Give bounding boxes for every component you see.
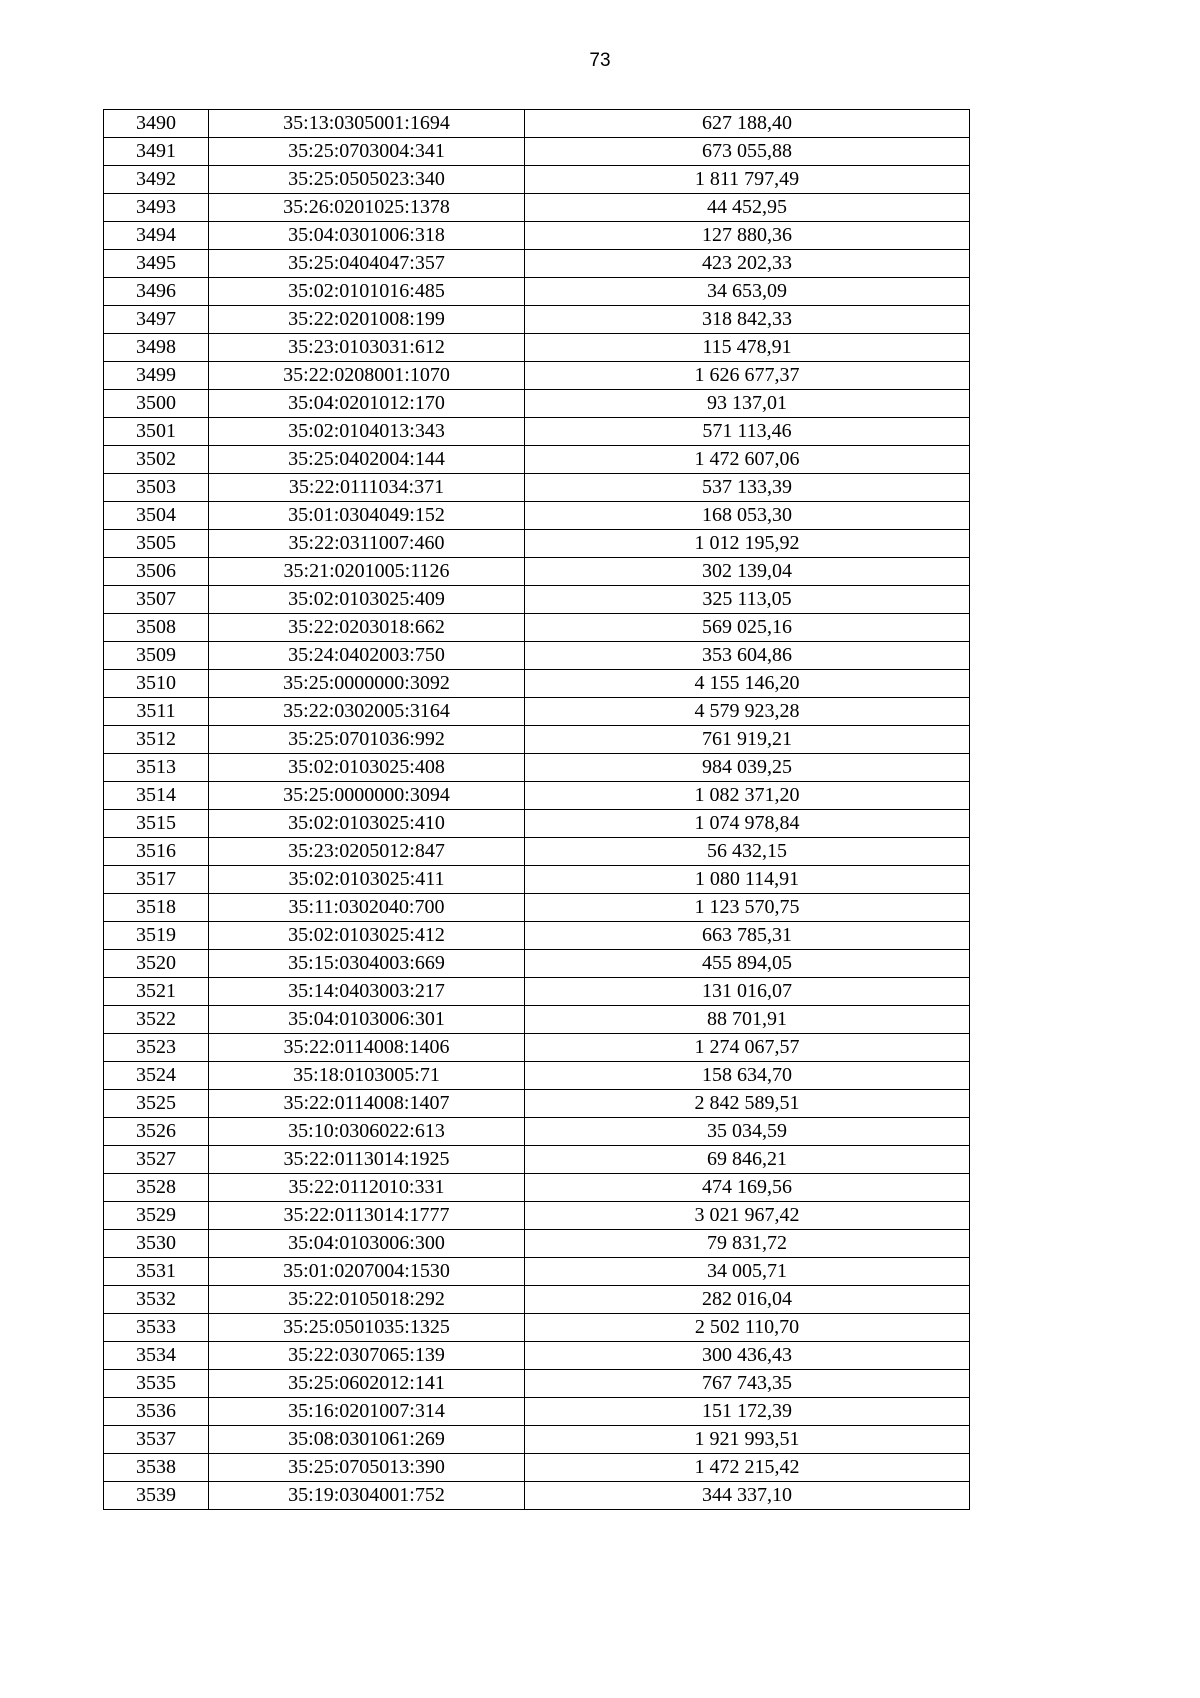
cadastral-number-cell: 35:22:0302005:3164	[209, 698, 525, 726]
value-cell: 1 082 371,20	[525, 782, 970, 810]
table-row	[104, 810, 970, 838]
row-number-cell: 3539	[104, 1482, 209, 1510]
row-number-cell: 3524	[104, 1062, 209, 1090]
table-row	[104, 558, 970, 586]
table-row	[104, 1062, 970, 1090]
value-cell: 537 133,39	[525, 474, 970, 502]
value-cell: 168 053,30	[525, 502, 970, 530]
row-number-cell: 3497	[104, 306, 209, 334]
cadastral-number-cell: 35:16:0201007:314	[209, 1398, 525, 1426]
cadastral-number-cell: 35:01:0207004:1530	[209, 1258, 525, 1286]
table-row	[104, 194, 970, 222]
cadastral-number-cell: 35:19:0304001:752	[209, 1482, 525, 1510]
cadastral-number-cell: 35:25:0000000:3092	[209, 670, 525, 698]
value-cell: 2 842 589,51	[525, 1090, 970, 1118]
table-row	[104, 754, 970, 782]
value-cell: 34 005,71	[525, 1258, 970, 1286]
row-number-cell: 3516	[104, 838, 209, 866]
cadastral-number-cell: 35:02:0101016:485	[209, 278, 525, 306]
row-number-cell: 3501	[104, 418, 209, 446]
value-cell: 1 811 797,49	[525, 166, 970, 194]
page-number: 73	[589, 50, 611, 71]
table-row	[104, 390, 970, 418]
value-cell: 474 169,56	[525, 1174, 970, 1202]
row-number-cell: 3500	[104, 390, 209, 418]
table-row	[104, 278, 970, 306]
value-cell: 3 021 967,42	[525, 1202, 970, 1230]
cadastral-number-cell: 35:22:0114008:1407	[209, 1090, 525, 1118]
table-row	[104, 110, 970, 138]
row-number-cell: 3519	[104, 922, 209, 950]
row-number-cell: 3490	[104, 110, 209, 138]
value-cell: 115 478,91	[525, 334, 970, 362]
row-number-cell: 3529	[104, 1202, 209, 1230]
row-number-cell: 3530	[104, 1230, 209, 1258]
value-cell: 1 123 570,75	[525, 894, 970, 922]
table-row	[104, 894, 970, 922]
cadastral-number-cell: 35:04:0103006:301	[209, 1006, 525, 1034]
cadastral-number-cell: 35:15:0304003:669	[209, 950, 525, 978]
cadastral-number-cell: 35:25:0602012:141	[209, 1370, 525, 1398]
table-row	[104, 1230, 970, 1258]
row-number-cell: 3525	[104, 1090, 209, 1118]
value-cell: 1 472 215,42	[525, 1454, 970, 1482]
table-row	[104, 670, 970, 698]
cadastral-number-cell: 35:26:0201025:1378	[209, 194, 525, 222]
value-cell: 767 743,35	[525, 1370, 970, 1398]
table-row	[104, 362, 970, 390]
value-cell: 627 188,40	[525, 110, 970, 138]
table-row	[104, 586, 970, 614]
table-row	[104, 166, 970, 194]
row-number-cell: 3536	[104, 1398, 209, 1426]
value-cell: 569 025,16	[525, 614, 970, 642]
value-cell: 455 894,05	[525, 950, 970, 978]
table-row	[104, 1454, 970, 1482]
cadastral-number-cell: 35:25:0505023:340	[209, 166, 525, 194]
value-cell: 423 202,33	[525, 250, 970, 278]
row-number-cell: 3502	[104, 446, 209, 474]
row-number-cell: 3507	[104, 586, 209, 614]
row-number-cell: 3494	[104, 222, 209, 250]
cadastral-number-cell: 35:24:0402003:750	[209, 642, 525, 670]
value-cell: 761 919,21	[525, 726, 970, 754]
table-row	[104, 530, 970, 558]
row-number-cell: 3499	[104, 362, 209, 390]
table-row	[104, 698, 970, 726]
row-number-cell: 3514	[104, 782, 209, 810]
row-number-cell: 3493	[104, 194, 209, 222]
cadastral-number-cell: 35:02:0103025:412	[209, 922, 525, 950]
value-cell: 1 074 978,84	[525, 810, 970, 838]
cadastral-number-cell: 35:02:0103025:410	[209, 810, 525, 838]
row-number-cell: 3527	[104, 1146, 209, 1174]
cadastral-number-cell: 35:04:0201012:170	[209, 390, 525, 418]
table-row	[104, 1342, 970, 1370]
table-row	[104, 1006, 970, 1034]
cadastral-number-cell: 35:25:0000000:3094	[209, 782, 525, 810]
table-row	[104, 1118, 970, 1146]
table-row	[104, 1314, 970, 1342]
value-cell: 79 831,72	[525, 1230, 970, 1258]
value-cell: 302 139,04	[525, 558, 970, 586]
table-row	[104, 726, 970, 754]
value-cell: 325 113,05	[525, 586, 970, 614]
row-number-cell: 3531	[104, 1258, 209, 1286]
row-number-cell: 3532	[104, 1286, 209, 1314]
value-cell: 571 113,46	[525, 418, 970, 446]
row-number-cell: 3496	[104, 278, 209, 306]
table-row	[104, 922, 970, 950]
cadastral-number-cell: 35:25:0701036:992	[209, 726, 525, 754]
cadastral-number-cell: 35:04:0301006:318	[209, 222, 525, 250]
value-cell: 127 880,36	[525, 222, 970, 250]
value-cell: 353 604,86	[525, 642, 970, 670]
value-cell: 663 785,31	[525, 922, 970, 950]
cadastral-number-cell: 35:25:0705013:390	[209, 1454, 525, 1482]
value-cell: 44 452,95	[525, 194, 970, 222]
table-row	[104, 782, 970, 810]
row-number-cell: 3491	[104, 138, 209, 166]
value-cell: 1 921 993,51	[525, 1426, 970, 1454]
value-cell: 1 080 114,91	[525, 866, 970, 894]
table-row	[104, 502, 970, 530]
value-cell: 2 502 110,70	[525, 1314, 970, 1342]
table-row	[104, 950, 970, 978]
row-number-cell: 3537	[104, 1426, 209, 1454]
row-number-cell: 3535	[104, 1370, 209, 1398]
cadastral-number-cell: 35:22:0307065:139	[209, 1342, 525, 1370]
row-number-cell: 3515	[104, 810, 209, 838]
cadastral-number-cell: 35:08:0301061:269	[209, 1426, 525, 1454]
table-body	[104, 110, 970, 1510]
cadastral-number-cell: 35:23:0103031:612	[209, 334, 525, 362]
table-row	[104, 222, 970, 250]
row-number-cell: 3495	[104, 250, 209, 278]
cadastral-number-cell: 35:11:0302040:700	[209, 894, 525, 922]
table-row	[104, 1146, 970, 1174]
cadastral-number-cell: 35:22:0208001:1070	[209, 362, 525, 390]
table-row	[104, 1202, 970, 1230]
table-row	[104, 1482, 970, 1510]
value-cell: 131 016,07	[525, 978, 970, 1006]
value-cell: 151 172,39	[525, 1398, 970, 1426]
value-cell: 1 626 677,37	[525, 362, 970, 390]
row-number-cell: 3520	[104, 950, 209, 978]
cadastral-number-cell: 35:22:0111034:371	[209, 474, 525, 502]
cadastral-number-cell: 35:13:0305001:1694	[209, 110, 525, 138]
table-row	[104, 474, 970, 502]
row-number-cell: 3518	[104, 894, 209, 922]
value-cell: 158 634,70	[525, 1062, 970, 1090]
value-cell: 1 012 195,92	[525, 530, 970, 558]
table-row	[104, 1426, 970, 1454]
cadastral-number-cell: 35:25:0501035:1325	[209, 1314, 525, 1342]
value-cell: 282 016,04	[525, 1286, 970, 1314]
cadastral-number-cell: 35:21:0201005:1126	[209, 558, 525, 586]
cadastral-value-table	[103, 109, 970, 1510]
cadastral-number-cell: 35:22:0203018:662	[209, 614, 525, 642]
cadastral-number-cell: 35:18:0103005:71	[209, 1062, 525, 1090]
cadastral-number-cell: 35:02:0103025:409	[209, 586, 525, 614]
value-cell: 300 436,43	[525, 1342, 970, 1370]
cadastral-number-cell: 35:22:0112010:331	[209, 1174, 525, 1202]
table-row	[104, 1090, 970, 1118]
value-cell: 35 034,59	[525, 1118, 970, 1146]
row-number-cell: 3510	[104, 670, 209, 698]
cadastral-number-cell: 35:14:0403003:217	[209, 978, 525, 1006]
value-cell: 673 055,88	[525, 138, 970, 166]
table-row	[104, 1286, 970, 1314]
row-number-cell: 3492	[104, 166, 209, 194]
row-number-cell: 3504	[104, 502, 209, 530]
row-number-cell: 3511	[104, 698, 209, 726]
row-number-cell: 3533	[104, 1314, 209, 1342]
table-row	[104, 642, 970, 670]
value-cell: 4 579 923,28	[525, 698, 970, 726]
cadastral-number-cell: 35:22:0113014:1925	[209, 1146, 525, 1174]
row-number-cell: 3512	[104, 726, 209, 754]
table-row	[104, 1398, 970, 1426]
cadastral-number-cell: 35:02:0103025:408	[209, 754, 525, 782]
table-row	[104, 866, 970, 894]
table-row	[104, 614, 970, 642]
row-number-cell: 3508	[104, 614, 209, 642]
row-number-cell: 3513	[104, 754, 209, 782]
row-number-cell: 3517	[104, 866, 209, 894]
cadastral-number-cell: 35:23:0205012:847	[209, 838, 525, 866]
cadastral-number-cell: 35:25:0402004:144	[209, 446, 525, 474]
value-cell: 34 653,09	[525, 278, 970, 306]
row-number-cell: 3534	[104, 1342, 209, 1370]
table-row	[104, 250, 970, 278]
table-row	[104, 978, 970, 1006]
value-cell: 344 337,10	[525, 1482, 970, 1510]
cadastral-number-cell: 35:01:0304049:152	[209, 502, 525, 530]
table-row	[104, 838, 970, 866]
row-number-cell: 3521	[104, 978, 209, 1006]
value-cell: 4 155 146,20	[525, 670, 970, 698]
value-cell: 1 274 067,57	[525, 1034, 970, 1062]
value-cell: 318 842,33	[525, 306, 970, 334]
table-row	[104, 334, 970, 362]
value-cell: 93 137,01	[525, 390, 970, 418]
table-row	[104, 1258, 970, 1286]
table-row	[104, 1174, 970, 1202]
row-number-cell: 3509	[104, 642, 209, 670]
cadastral-number-cell: 35:22:0201008:199	[209, 306, 525, 334]
row-number-cell: 3522	[104, 1006, 209, 1034]
cadastral-number-cell: 35:02:0104013:343	[209, 418, 525, 446]
value-cell: 1 472 607,06	[525, 446, 970, 474]
cadastral-number-cell: 35:22:0114008:1406	[209, 1034, 525, 1062]
row-number-cell: 3503	[104, 474, 209, 502]
value-cell: 69 846,21	[525, 1146, 970, 1174]
table-row	[104, 306, 970, 334]
row-number-cell: 3526	[104, 1118, 209, 1146]
row-number-cell: 3528	[104, 1174, 209, 1202]
value-cell: 56 432,15	[525, 838, 970, 866]
value-cell: 88 701,91	[525, 1006, 970, 1034]
cadastral-number-cell: 35:22:0105018:292	[209, 1286, 525, 1314]
row-number-cell: 3506	[104, 558, 209, 586]
row-number-cell: 3505	[104, 530, 209, 558]
row-number-cell: 3523	[104, 1034, 209, 1062]
cadastral-number-cell: 35:02:0103025:411	[209, 866, 525, 894]
cadastral-number-cell: 35:25:0404047:357	[209, 250, 525, 278]
cadastral-number-cell: 35:22:0113014:1777	[209, 1202, 525, 1230]
table-row	[104, 418, 970, 446]
table-row	[104, 1370, 970, 1398]
cadastral-number-cell: 35:22:0311007:460	[209, 530, 525, 558]
cadastral-number-cell: 35:10:0306022:613	[209, 1118, 525, 1146]
value-cell: 984 039,25	[525, 754, 970, 782]
row-number-cell: 3538	[104, 1454, 209, 1482]
cadastral-number-cell: 35:25:0703004:341	[209, 138, 525, 166]
row-number-cell: 3498	[104, 334, 209, 362]
cadastral-number-cell: 35:04:0103006:300	[209, 1230, 525, 1258]
table-row	[104, 1034, 970, 1062]
table-row	[104, 446, 970, 474]
table-row	[104, 138, 970, 166]
